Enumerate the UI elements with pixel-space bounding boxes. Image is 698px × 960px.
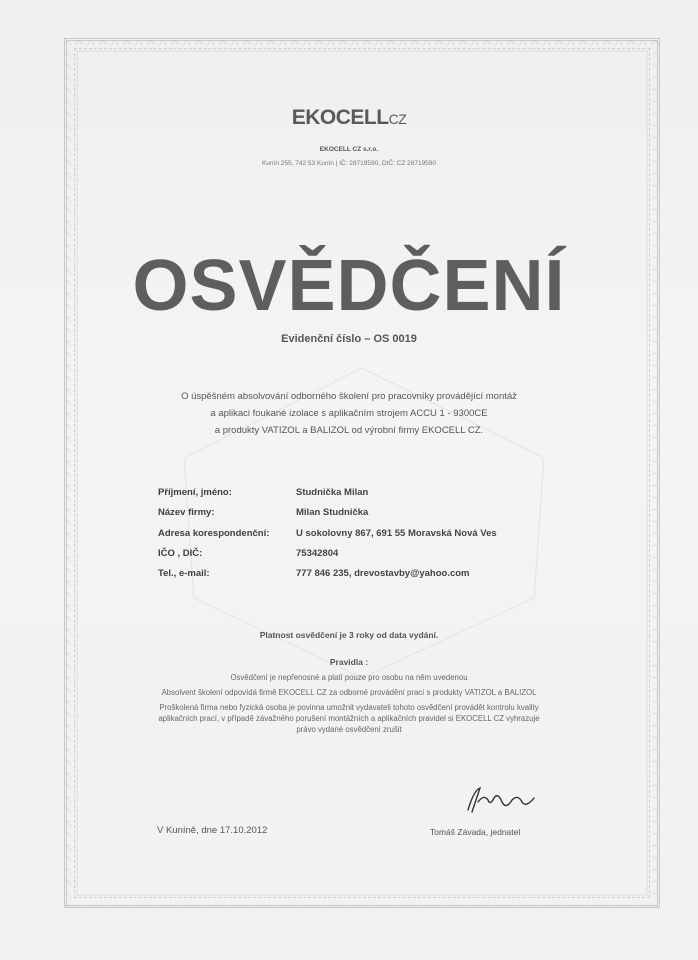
rules-list [150, 672, 548, 739]
company-logo [0, 106, 698, 130]
company-name: EKOCELL CZ s.r.o. [319, 146, 379, 153]
intro-text [150, 388, 548, 439]
field-value: 75342804 [296, 547, 339, 559]
field-row-address [158, 528, 598, 548]
intro-line: O úspěšném absolvování odborného školení pro pracovníky provádějící montáž [181, 391, 517, 402]
signature-image [460, 780, 540, 820]
field-row-company [158, 507, 598, 527]
validity-note: Platnost osvědčení je 3 roky od data vydání. [259, 630, 439, 640]
rule-item: Osvědčení je nepřenosné a platí pouze pro osobu na něm uvedenou [230, 673, 468, 682]
field-label: Adresa korespondenční: [158, 527, 270, 539]
evidence-number: Evidenční číslo – OS 0019 [281, 333, 417, 345]
rules-heading: Pravidla : [329, 657, 369, 667]
inner-frame [74, 48, 650, 898]
field-label: Příjmení, jméno: [158, 487, 232, 498]
company-address: Kunín 255, 742 53 Kunín | IČ: 28719590, DIČ: CZ 28719590 [261, 160, 437, 167]
field-row-ico [158, 548, 598, 568]
field-value: 777 846 235, drevostavby@yahoo.com [296, 568, 470, 580]
rule-item: Proškolená firma nebo fyzická osoba je povinna umožnit vydavateli tohoto osvědčení provádět kontrolu kvality aplikačních prací, v případě závažného porušení montážních a aplikačních pravidel si EKOCELL CZ vyhrazuje právo vydané osvědčení zrušit [158, 703, 540, 734]
logo-text: EKOCELL [291, 106, 389, 129]
field-label: IČO , DIČ: [158, 547, 203, 559]
intro-line: a produkty VATIZOL a BALIZOL od výrobní firmy EKOCELL CZ. [214, 425, 484, 436]
field-value: Studnička Milan [296, 487, 369, 498]
rule-item: Absolvent školení odpovídá firmě EKOCELL CZ za odborné provádění prací s produkty VATIZOL a BALIZOL [161, 688, 537, 697]
issue-date: V Kuníně, dne 17.10.2012 [157, 825, 268, 836]
holder-fields [158, 487, 598, 588]
field-row-name [158, 487, 598, 507]
logo-suffix: CZ [388, 111, 407, 127]
intro-line: a aplikaci foukané izolace s aplikačním strojem ACCU 1 - 9300CE [210, 408, 488, 419]
field-label: Tel., e-mail: [158, 568, 210, 580]
field-value: Milan Studnička [296, 507, 369, 519]
field-value: U sokolovny 867, 691 55 Moravská Nová Ves [296, 527, 497, 539]
field-label: Název firmy: [158, 507, 215, 519]
signer-name: Tomáš Závada, jednatel [430, 827, 521, 837]
field-row-contact [158, 568, 598, 588]
certificate-title: OSVĚDČENÍ [132, 246, 566, 326]
